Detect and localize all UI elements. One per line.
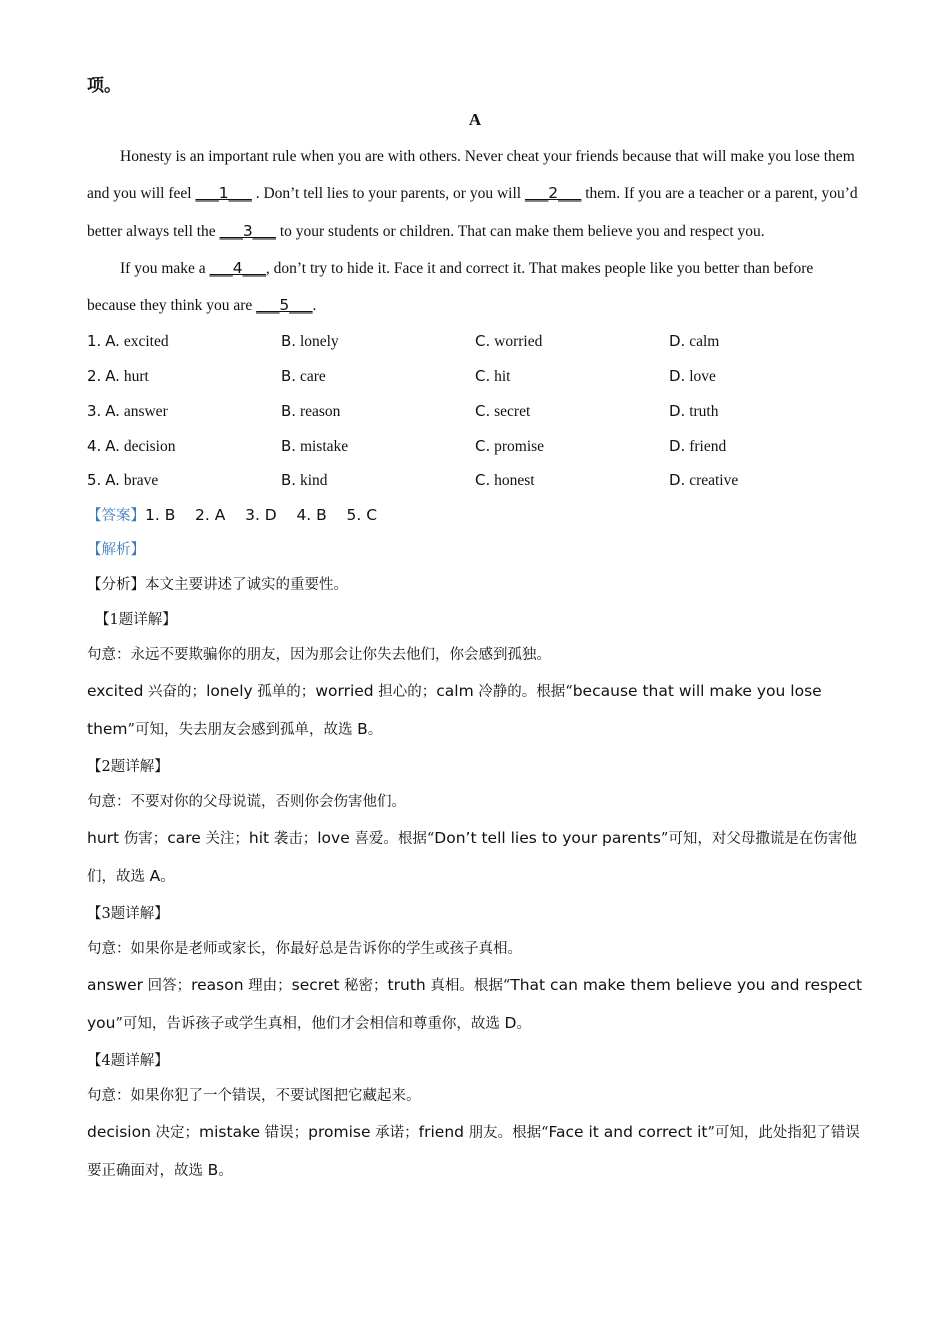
option-text: care [299, 368, 326, 386]
section-title: A [468, 110, 482, 129]
option-c [475, 394, 669, 429]
question-number: 4. [87, 436, 102, 455]
chinese-text: 朋友。根据“ [463, 1124, 549, 1141]
english-term: excited [87, 681, 144, 700]
option-letter: D. [669, 401, 686, 420]
option-text: calm [689, 333, 720, 351]
option-letter: A. [105, 471, 120, 490]
detail-explanation [87, 967, 863, 1044]
option-letter: A. [105, 401, 120, 420]
passage-paragraph-1 [87, 138, 863, 250]
option-text: reason [299, 402, 341, 420]
chinese-text: ”可知，失去朋友会感到孤单，故选 [127, 722, 358, 739]
blank-2: ___2___ [524, 184, 582, 203]
chinese-text: 决定； [150, 1124, 200, 1141]
answer-line [87, 498, 863, 533]
option-letter: B. [281, 332, 297, 351]
option-letter: C. [475, 367, 491, 386]
blank-3: ___3___ [219, 221, 276, 240]
option-text: truth [689, 402, 719, 420]
option-a [87, 359, 281, 394]
option-c [475, 324, 669, 359]
chinese-text: 。 [160, 869, 175, 886]
chinese-text: 兴奋的； [143, 683, 207, 700]
chinese-text: 承诺； [370, 1124, 419, 1141]
chinese-text: ”可知，告诉孩子或学生真相，他们才会相信和尊重你，故选 [115, 1016, 505, 1033]
option-a [87, 324, 281, 359]
english-term: A [149, 867, 161, 886]
option-letter: B. [281, 436, 297, 455]
passage-text: . Don’t tell lies to your parents, or you will [251, 185, 525, 203]
option-d [669, 324, 863, 359]
option-b [281, 394, 475, 429]
detail-title: 【2题详解】 [87, 758, 169, 775]
blank-5: ___5___ [256, 296, 313, 315]
detail-meaning: 句意：如果你是老师或家长，你最好总是告诉你的学生或孩子真相。 [87, 940, 522, 957]
option-d [669, 394, 863, 429]
detail-meaning: 句意：如果你犯了一个错误，不要试图把它藏起来。 [87, 1087, 421, 1104]
english-term: care [167, 828, 201, 847]
english-term: D [504, 1014, 517, 1033]
option-text: answer [123, 402, 168, 420]
detail-meaning: 句意：不要对你的父母说谎，否则你会伤害他们。 [87, 793, 406, 810]
blank-1: ___1___ [195, 184, 252, 203]
chinese-text: 。 [367, 722, 383, 739]
english-term: promise [308, 1122, 371, 1141]
option-letter: D. [669, 367, 686, 386]
chinese-text: 冷静的。根据“ [473, 683, 573, 700]
answer-tag: 【答案】 [87, 507, 145, 524]
detail-section [87, 750, 863, 897]
option-b [281, 429, 475, 464]
detail-meaning: 句意：永远不要欺骗你的朋友，因为那会让你失去他们，你会感到孤独。 [87, 646, 551, 663]
option-letter: C. [475, 436, 491, 455]
passage-paragraph-2 [87, 250, 863, 325]
question-number: 3. [87, 401, 102, 420]
english-term: worried [315, 681, 374, 700]
option-text: secret [494, 402, 531, 420]
detail-section [87, 897, 863, 1044]
english-term: friend [418, 1122, 464, 1141]
passage-text: . [312, 297, 317, 315]
option-c [475, 463, 669, 498]
english-term: B [207, 1161, 219, 1180]
header-fragment: 项。 [87, 76, 121, 96]
option-a [87, 463, 281, 498]
option-letter: D. [669, 436, 686, 455]
option-text: creative [689, 472, 739, 490]
detail-explanation [87, 820, 863, 897]
chinese-text: 喜爱。根据“ [349, 830, 435, 847]
chinese-text: 关注； [200, 830, 249, 847]
analysis-line [87, 533, 863, 568]
option-letter: A. [105, 332, 120, 351]
chinese-text: 。 [218, 1163, 233, 1180]
detail-title: 【3题详解】 [87, 905, 169, 922]
english-term: B [357, 720, 368, 739]
detail-section [87, 603, 863, 750]
option-letter: B. [281, 367, 297, 386]
option-text: decision [123, 437, 176, 455]
option-d [669, 429, 863, 464]
chinese-text: 真相。根据“ [425, 977, 511, 994]
detail-explanation [87, 1114, 863, 1191]
option-b [281, 463, 475, 498]
option-b [281, 359, 475, 394]
answer-text: 1. B 2. A 3. D 4. B 5. C [145, 505, 378, 524]
question-row [87, 394, 863, 429]
english-term: hurt [87, 828, 120, 847]
option-letter: C. [475, 471, 491, 490]
chinese-text: ”可知，此处指犯了错误要正确面对，故选 [87, 1124, 860, 1180]
option-d [669, 463, 863, 498]
option-letter: D. [669, 471, 686, 490]
analysis-tag: 【解析】 [87, 541, 145, 558]
option-text: love [689, 368, 716, 386]
english-term: That can make them believe you and respect you [87, 975, 863, 1033]
question-number: 1. [87, 332, 102, 351]
option-text: hit [494, 368, 511, 386]
summary-line: 【分析】本文主要讲述了诚实的重要性。 [87, 576, 348, 593]
question-row [87, 359, 863, 394]
chinese-text: 袭击； [269, 830, 318, 847]
english-term: truth [387, 975, 426, 994]
document-page [87, 70, 863, 1191]
chinese-text: ”可知，对父母撒谎是在伤害他们，故选 [87, 830, 857, 886]
option-text: hurt [123, 368, 149, 386]
option-c [475, 359, 669, 394]
option-text: mistake [299, 437, 349, 455]
english-term: reason [191, 975, 244, 994]
english-term: Don’t tell lies to your parents [434, 828, 661, 847]
option-text: promise [494, 437, 545, 455]
passage-text: , don’t try to hide it. Face it and correct it. That makes people like you better than before because they think you are [87, 259, 814, 315]
english-term: secret [291, 975, 340, 994]
question-row [87, 429, 863, 464]
option-b [281, 324, 475, 359]
question-list [87, 324, 863, 497]
chinese-text: 担心的； [373, 683, 437, 700]
english-term: answer [87, 975, 143, 994]
option-letter: A. [105, 367, 120, 386]
option-letter: D. [669, 332, 686, 351]
detail-title: 【1题详解】 [95, 611, 177, 628]
option-a [87, 429, 281, 464]
passage-text: Honesty is an important rule when you are with others. Never cheat your friends because that will make you lose them and you will feel [87, 148, 855, 203]
option-letter: C. [475, 401, 491, 420]
option-letter: C. [475, 332, 491, 351]
option-d [669, 359, 863, 394]
english-term: love [317, 828, 350, 847]
chinese-text: 回答； [142, 977, 192, 994]
option-text: excited [123, 333, 169, 351]
question-number: 2. [87, 367, 102, 386]
option-text: honest [494, 472, 535, 490]
english-term: mistake [199, 1122, 261, 1141]
chinese-text: 伤害； [119, 830, 168, 847]
english-term: lonely [206, 681, 253, 700]
detail-title: 【4题详解】 [87, 1052, 169, 1069]
detail-explanation [87, 673, 863, 750]
english-term: Face it and correct it [548, 1122, 708, 1141]
option-text: friend [689, 437, 727, 455]
english-term: because that will make you lose them [87, 681, 822, 739]
question-row [87, 324, 863, 359]
option-text: worried [494, 333, 543, 351]
chinese-text: 。 [516, 1016, 531, 1033]
option-text: lonely [299, 333, 339, 351]
detail-section [87, 1044, 863, 1191]
blank-4: ___4___ [209, 258, 266, 277]
chinese-text: 秘密； [339, 977, 388, 994]
passage-text: If you make a [120, 259, 210, 277]
option-c [475, 429, 669, 464]
chinese-text: 理由； [243, 977, 292, 994]
option-letter: A. [105, 436, 120, 455]
english-term: calm [436, 681, 474, 700]
passage-text: them. If you are a teacher or a parent, you’d better always tell the [87, 185, 858, 240]
option-letter: B. [281, 401, 297, 420]
option-text: brave [123, 472, 159, 490]
english-term: decision [87, 1122, 151, 1141]
question-number: 5. [87, 471, 102, 490]
english-term: hit [248, 828, 270, 847]
question-row [87, 463, 863, 498]
option-text: kind [299, 472, 328, 490]
option-letter: B. [281, 471, 297, 490]
chinese-text: 错误； [260, 1124, 309, 1141]
passage-text: to your students or children. That can make them believe you and respect you. [275, 222, 765, 240]
option-a [87, 394, 281, 429]
chinese-text: 孤单的； [252, 683, 316, 700]
